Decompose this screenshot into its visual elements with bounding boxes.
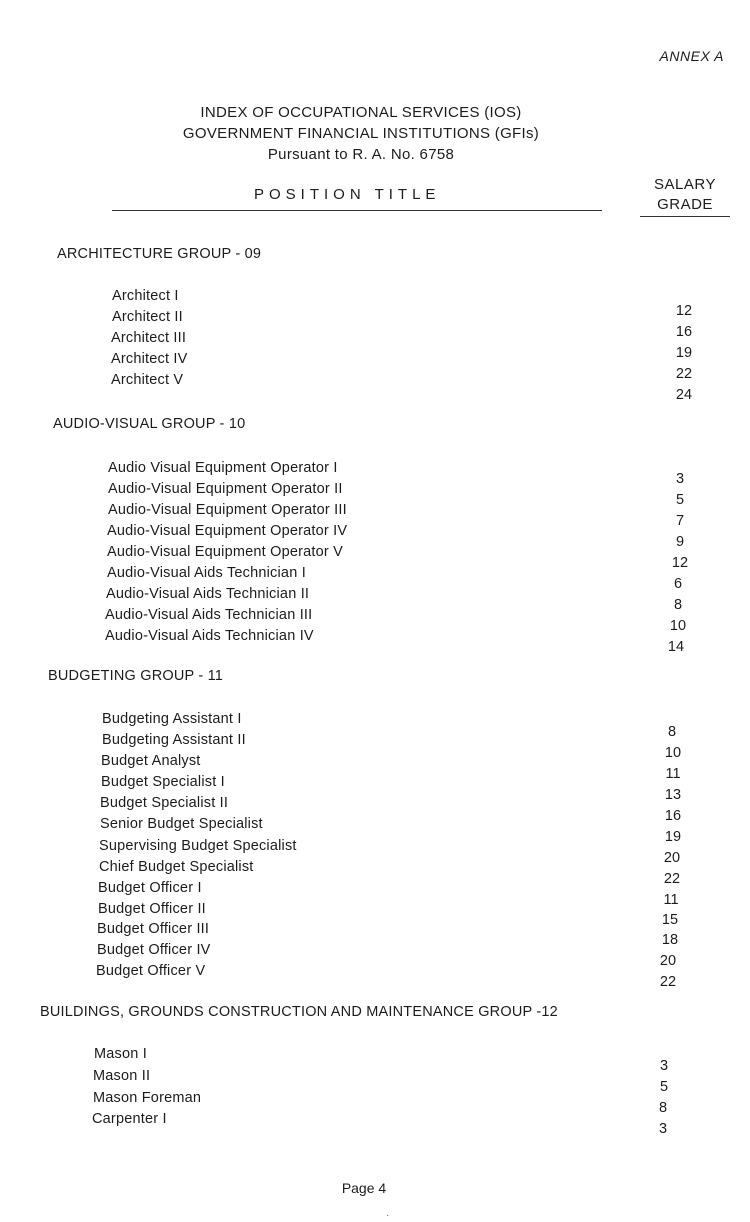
salary-grade-value: 10: [669, 618, 687, 634]
position-item: Audio-Visual Aids Technician II: [106, 586, 310, 602]
salary-grade-value: 12: [671, 555, 689, 571]
position-item: Budget Officer I: [98, 880, 202, 896]
page-number: Page 4: [341, 1180, 387, 1196]
position-title-rule: [112, 210, 602, 211]
position-item: Architect II: [112, 309, 183, 325]
position-item: Architect I: [112, 288, 179, 304]
salary-header-line1: SALARY: [654, 176, 716, 193]
salary-grade-value: 9: [675, 534, 685, 550]
position-item: Budget Specialist II: [100, 795, 229, 811]
salary-grade-value: 8: [658, 1100, 668, 1116]
salary-grade-value: 5: [675, 492, 685, 508]
salary-grade-value: 5: [659, 1079, 669, 1095]
position-item: Budget Analyst: [101, 753, 201, 769]
salary-grade-value: 10: [664, 745, 682, 761]
salary-grade-value: 7: [675, 513, 685, 529]
position-item: Audio-Visual Aids Technician III: [105, 607, 313, 623]
scan-mark: ·: [386, 1210, 390, 1221]
salary-grade-value: 3: [675, 471, 685, 487]
salary-grade-value: 24: [675, 387, 693, 403]
salary-grade-value: 8: [673, 597, 683, 613]
position-item: Audio-Visual Aids Technician IV: [105, 628, 314, 644]
position-item: Budgeting Assistant II: [102, 732, 246, 748]
salary-grade-value: 6: [673, 576, 683, 592]
position-item: Audio Visual Equipment Operator I: [108, 460, 338, 476]
position-item: Senior Budget Specialist: [100, 816, 263, 832]
salary-grade-value: 22: [675, 366, 693, 382]
salary-grade-value: 14: [667, 639, 685, 655]
position-item: Budget Specialist I: [101, 774, 225, 790]
salary-grade-value: 19: [664, 829, 682, 845]
position-item: Architect III: [111, 330, 187, 346]
position-item: Audio-Visual Equipment Operator V: [107, 544, 344, 560]
salary-grade-value: 18: [661, 932, 679, 948]
group-heading: BUILDINGS, GROUNDS CONSTRUCTION AND MAINTENANCE GROUP -12: [40, 1004, 558, 1020]
salary-grade-value: 20: [659, 953, 677, 969]
title-line-1: INDEX OF OCCUPATIONAL SERVICES (IOS): [200, 104, 522, 121]
position-item: Audio-Visual Equipment Operator III: [108, 502, 347, 518]
position-item: Budget Officer V: [96, 963, 206, 979]
position-item: Mason II: [93, 1068, 151, 1084]
salary-grade-value: 20: [663, 850, 681, 866]
position-item: Budget Officer II: [98, 901, 206, 917]
salary-grade-value: 19: [675, 345, 693, 361]
annex-label: ANNEX A: [659, 48, 724, 64]
salary-grade-value: 3: [658, 1121, 668, 1137]
salary-grade-value: 3: [659, 1058, 669, 1074]
group-heading: BUDGETING GROUP - 11: [48, 668, 224, 684]
salary-grade-value: 16: [675, 324, 693, 340]
salary-grade-value: 11: [665, 766, 681, 782]
salary-grade-value: 11: [663, 892, 679, 908]
title-line-3: Pursuant to R. A. No. 6758: [267, 146, 455, 163]
salary-header-line2: GRADE: [657, 196, 713, 213]
position-item: Budget Officer III: [97, 921, 210, 937]
position-item: Mason I: [94, 1046, 147, 1062]
salary-grade-value: 12: [675, 303, 693, 319]
position-item: Chief Budget Specialist: [99, 859, 254, 875]
salary-grade-value: 16: [664, 808, 682, 824]
position-item: Mason Foreman: [93, 1090, 202, 1106]
position-item: Architect V: [111, 372, 184, 388]
position-item: Audio-Visual Equipment Operator IV: [107, 523, 348, 539]
position-title-header: POSITION TITLE: [254, 186, 441, 203]
group-heading: AUDIO-VISUAL GROUP - 10: [53, 416, 246, 432]
position-item: Supervising Budget Specialist: [99, 838, 297, 854]
position-item: Carpenter I: [92, 1111, 167, 1127]
salary-grade-value: 22: [663, 871, 681, 887]
salary-grade-value: 13: [664, 787, 682, 803]
salary-grade-value: 8: [667, 724, 677, 740]
title-line-2: GOVERNMENT FINANCIAL INSTITUTIONS (GFIs): [182, 125, 540, 142]
position-item: Budgeting Assistant I: [102, 711, 242, 727]
position-item: Audio-Visual Equipment Operator II: [108, 481, 343, 497]
position-item: Architect IV: [111, 351, 188, 367]
salary-grade-value: 22: [659, 974, 677, 990]
position-item: Audio-Visual Aids Technician I: [107, 565, 306, 581]
group-heading: ARCHITECTURE GROUP - 09: [57, 246, 262, 262]
salary-grade-rule: [640, 216, 730, 217]
salary-grade-value: 15: [661, 912, 679, 928]
position-item: Budget Officer IV: [97, 942, 211, 958]
